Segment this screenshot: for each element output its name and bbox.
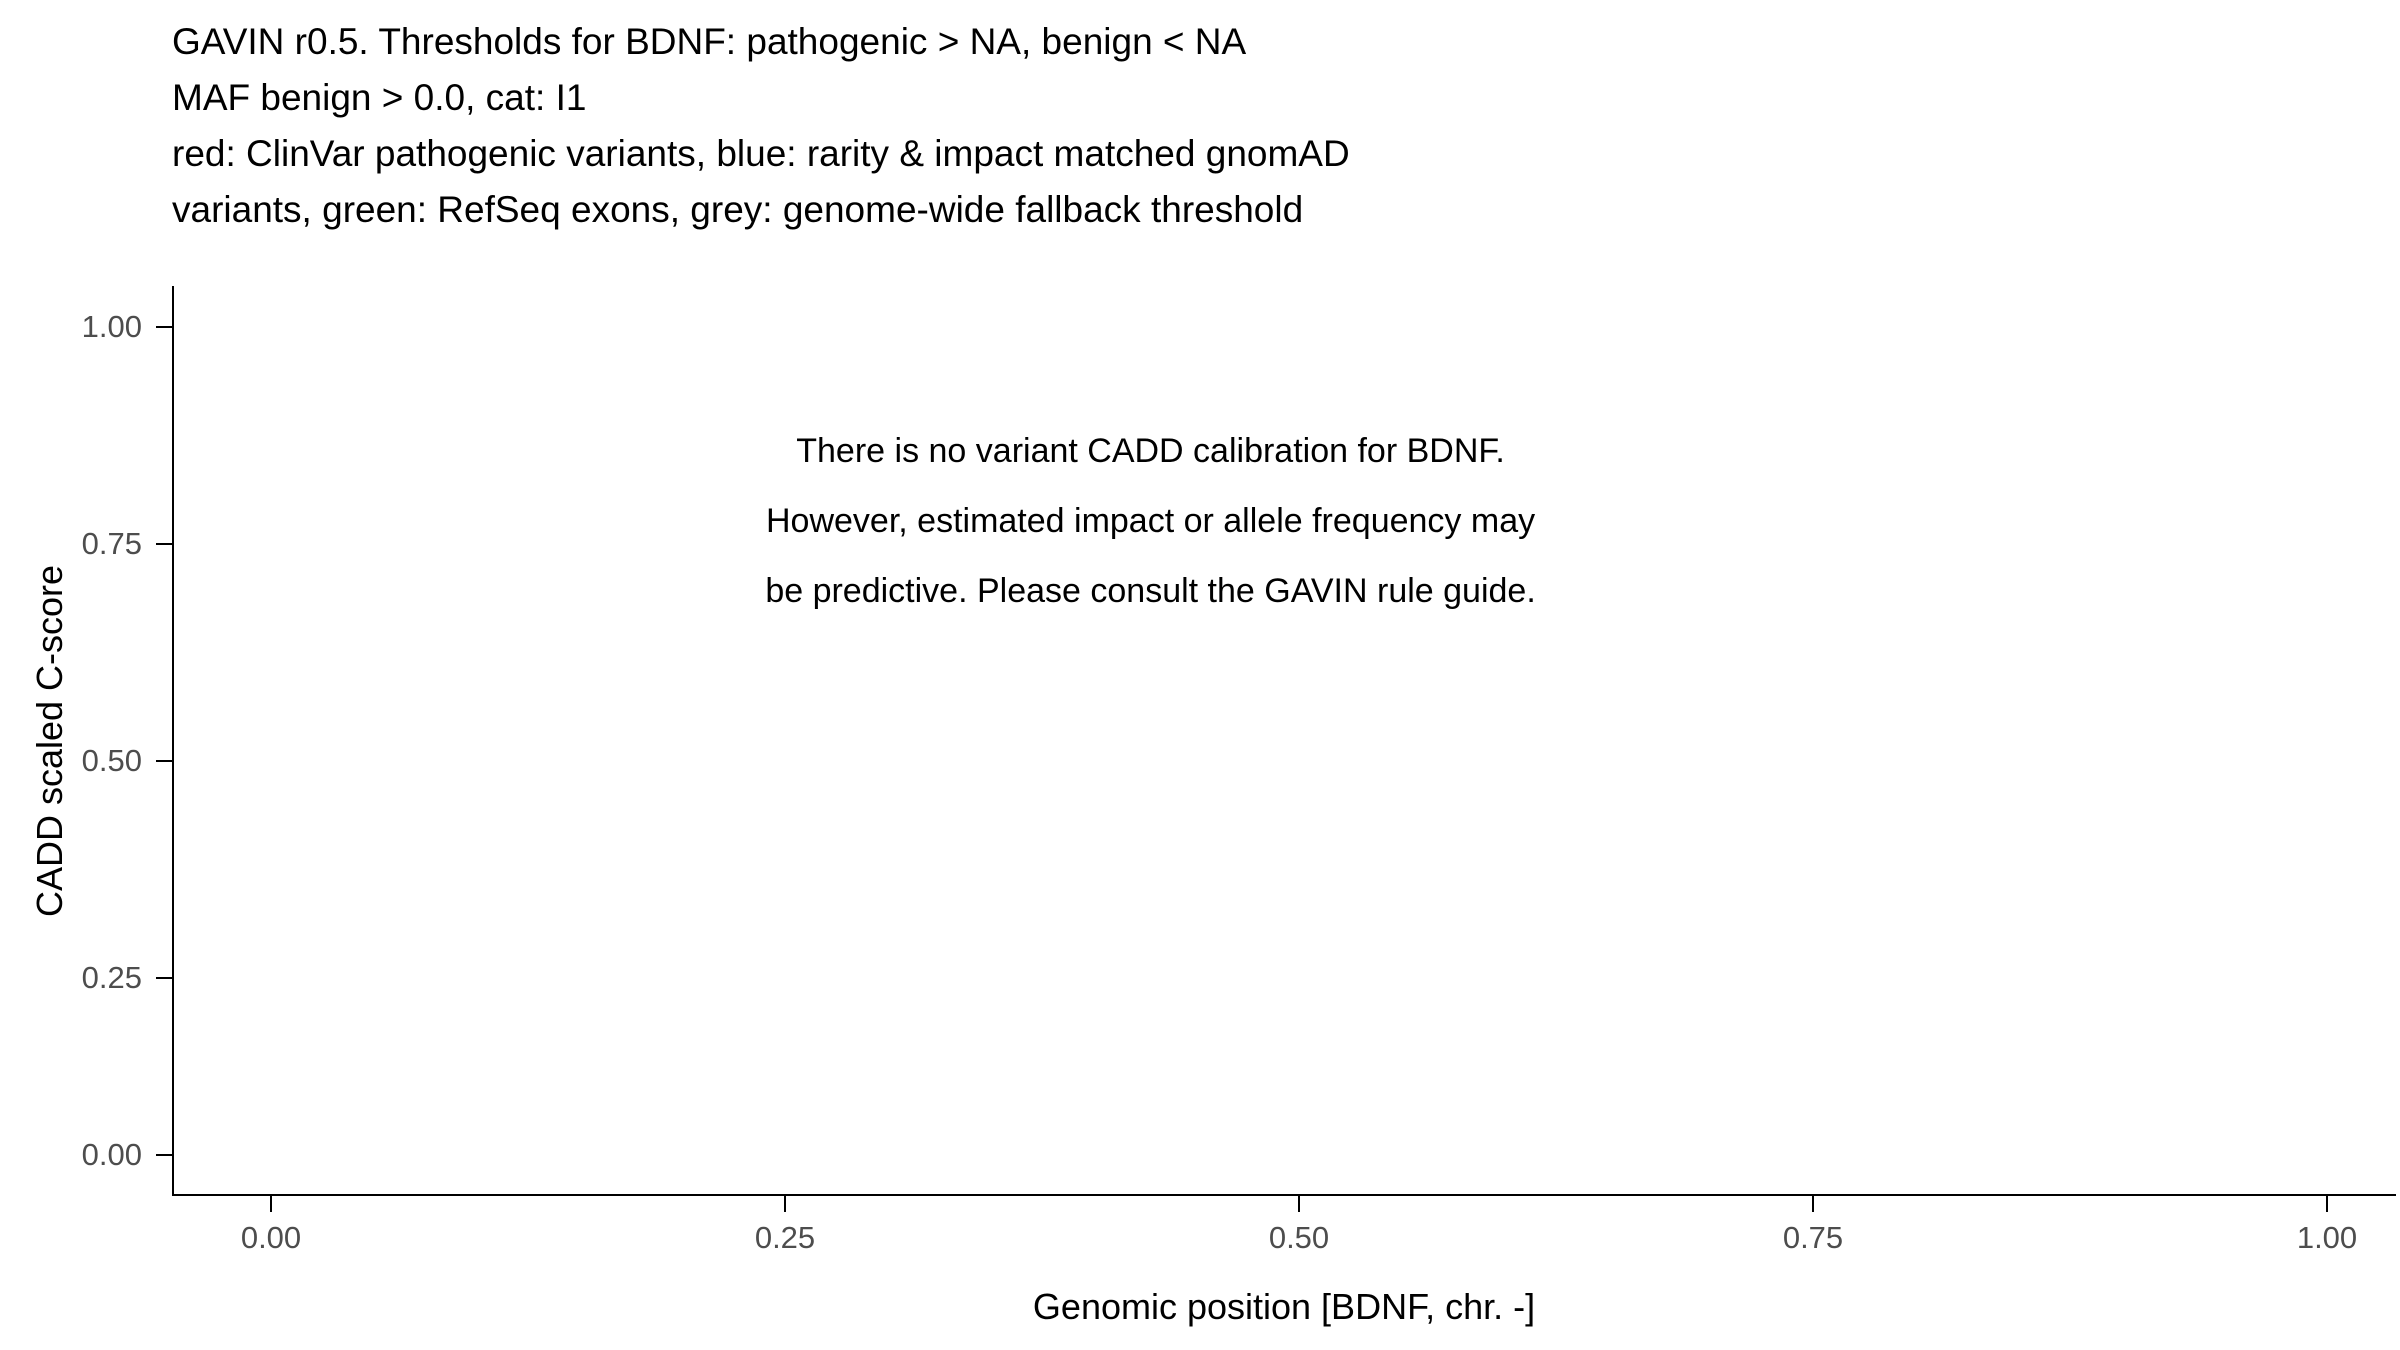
title-line-4: variants, green: RefSeq exons, grey: genome-wide fallback threshold: [172, 189, 1304, 230]
y-tick-mark-0.75: [156, 543, 172, 545]
y-tick-label-0.50: 0.50: [81, 743, 142, 778]
no-calibration-annotation: [765, 416, 1535, 626]
y-tick-label-0.00: 0.00: [81, 1137, 142, 1172]
x-tick-mark-0.50: [1298, 1196, 1300, 1212]
y-tick-label-0.75: 0.75: [81, 526, 142, 561]
x-axis-title: Genomic position [BDNF, chr. -]: [1032, 1286, 1536, 1327]
annotation-line-3: be predictive. Please consult the GAVIN rule guide.: [765, 572, 1536, 610]
y-axis-title: CADD scaled C-score: [29, 564, 70, 918]
y-tick-mark-0.00: [156, 1154, 172, 1156]
annotation-line-2: However, estimated impact or allele frequency may: [765, 502, 1536, 540]
plot-area: [29, 286, 2396, 1327]
x-tick-mark-0.00: [270, 1196, 272, 1212]
y-axis-line: [172, 286, 174, 1196]
chart-title: [172, 14, 2272, 238]
title-line-3: red: ClinVar pathogenic variants, blue: rarity & impact matched gnomAD: [172, 133, 1350, 174]
x-axis-line: [172, 1194, 2396, 1196]
x-tick-label-0.75: 0.75: [1782, 1220, 1844, 1255]
y-tick-mark-0.50: [156, 760, 172, 762]
y-tick-mark-1.00: [156, 326, 172, 328]
x-tick-label-1.00: 1.00: [2296, 1220, 2358, 1255]
y-tick-mark-0.25: [156, 977, 172, 979]
title-line-2: MAF benign > 0.0, cat: I1: [172, 77, 587, 118]
x-tick-label-0.00: 0.00: [240, 1220, 302, 1255]
x-tick-mark-1.00: [2326, 1196, 2328, 1212]
x-tick-label-0.25: 0.25: [754, 1220, 816, 1255]
y-tick-label-1.00: 1.00: [81, 309, 142, 344]
x-tick-label-0.50: 0.50: [1268, 1220, 1330, 1255]
annotation-line-1: There is no variant CADD calibration for BDNF.: [796, 432, 1505, 470]
y-tick-label-0.25: 0.25: [81, 960, 142, 995]
x-tick-mark-0.25: [784, 1196, 786, 1212]
x-tick-mark-0.75: [1812, 1196, 1814, 1212]
title-line-1: GAVIN r0.5. Thresholds for BDNF: pathogenic > NA, benign < NA: [172, 21, 1247, 62]
